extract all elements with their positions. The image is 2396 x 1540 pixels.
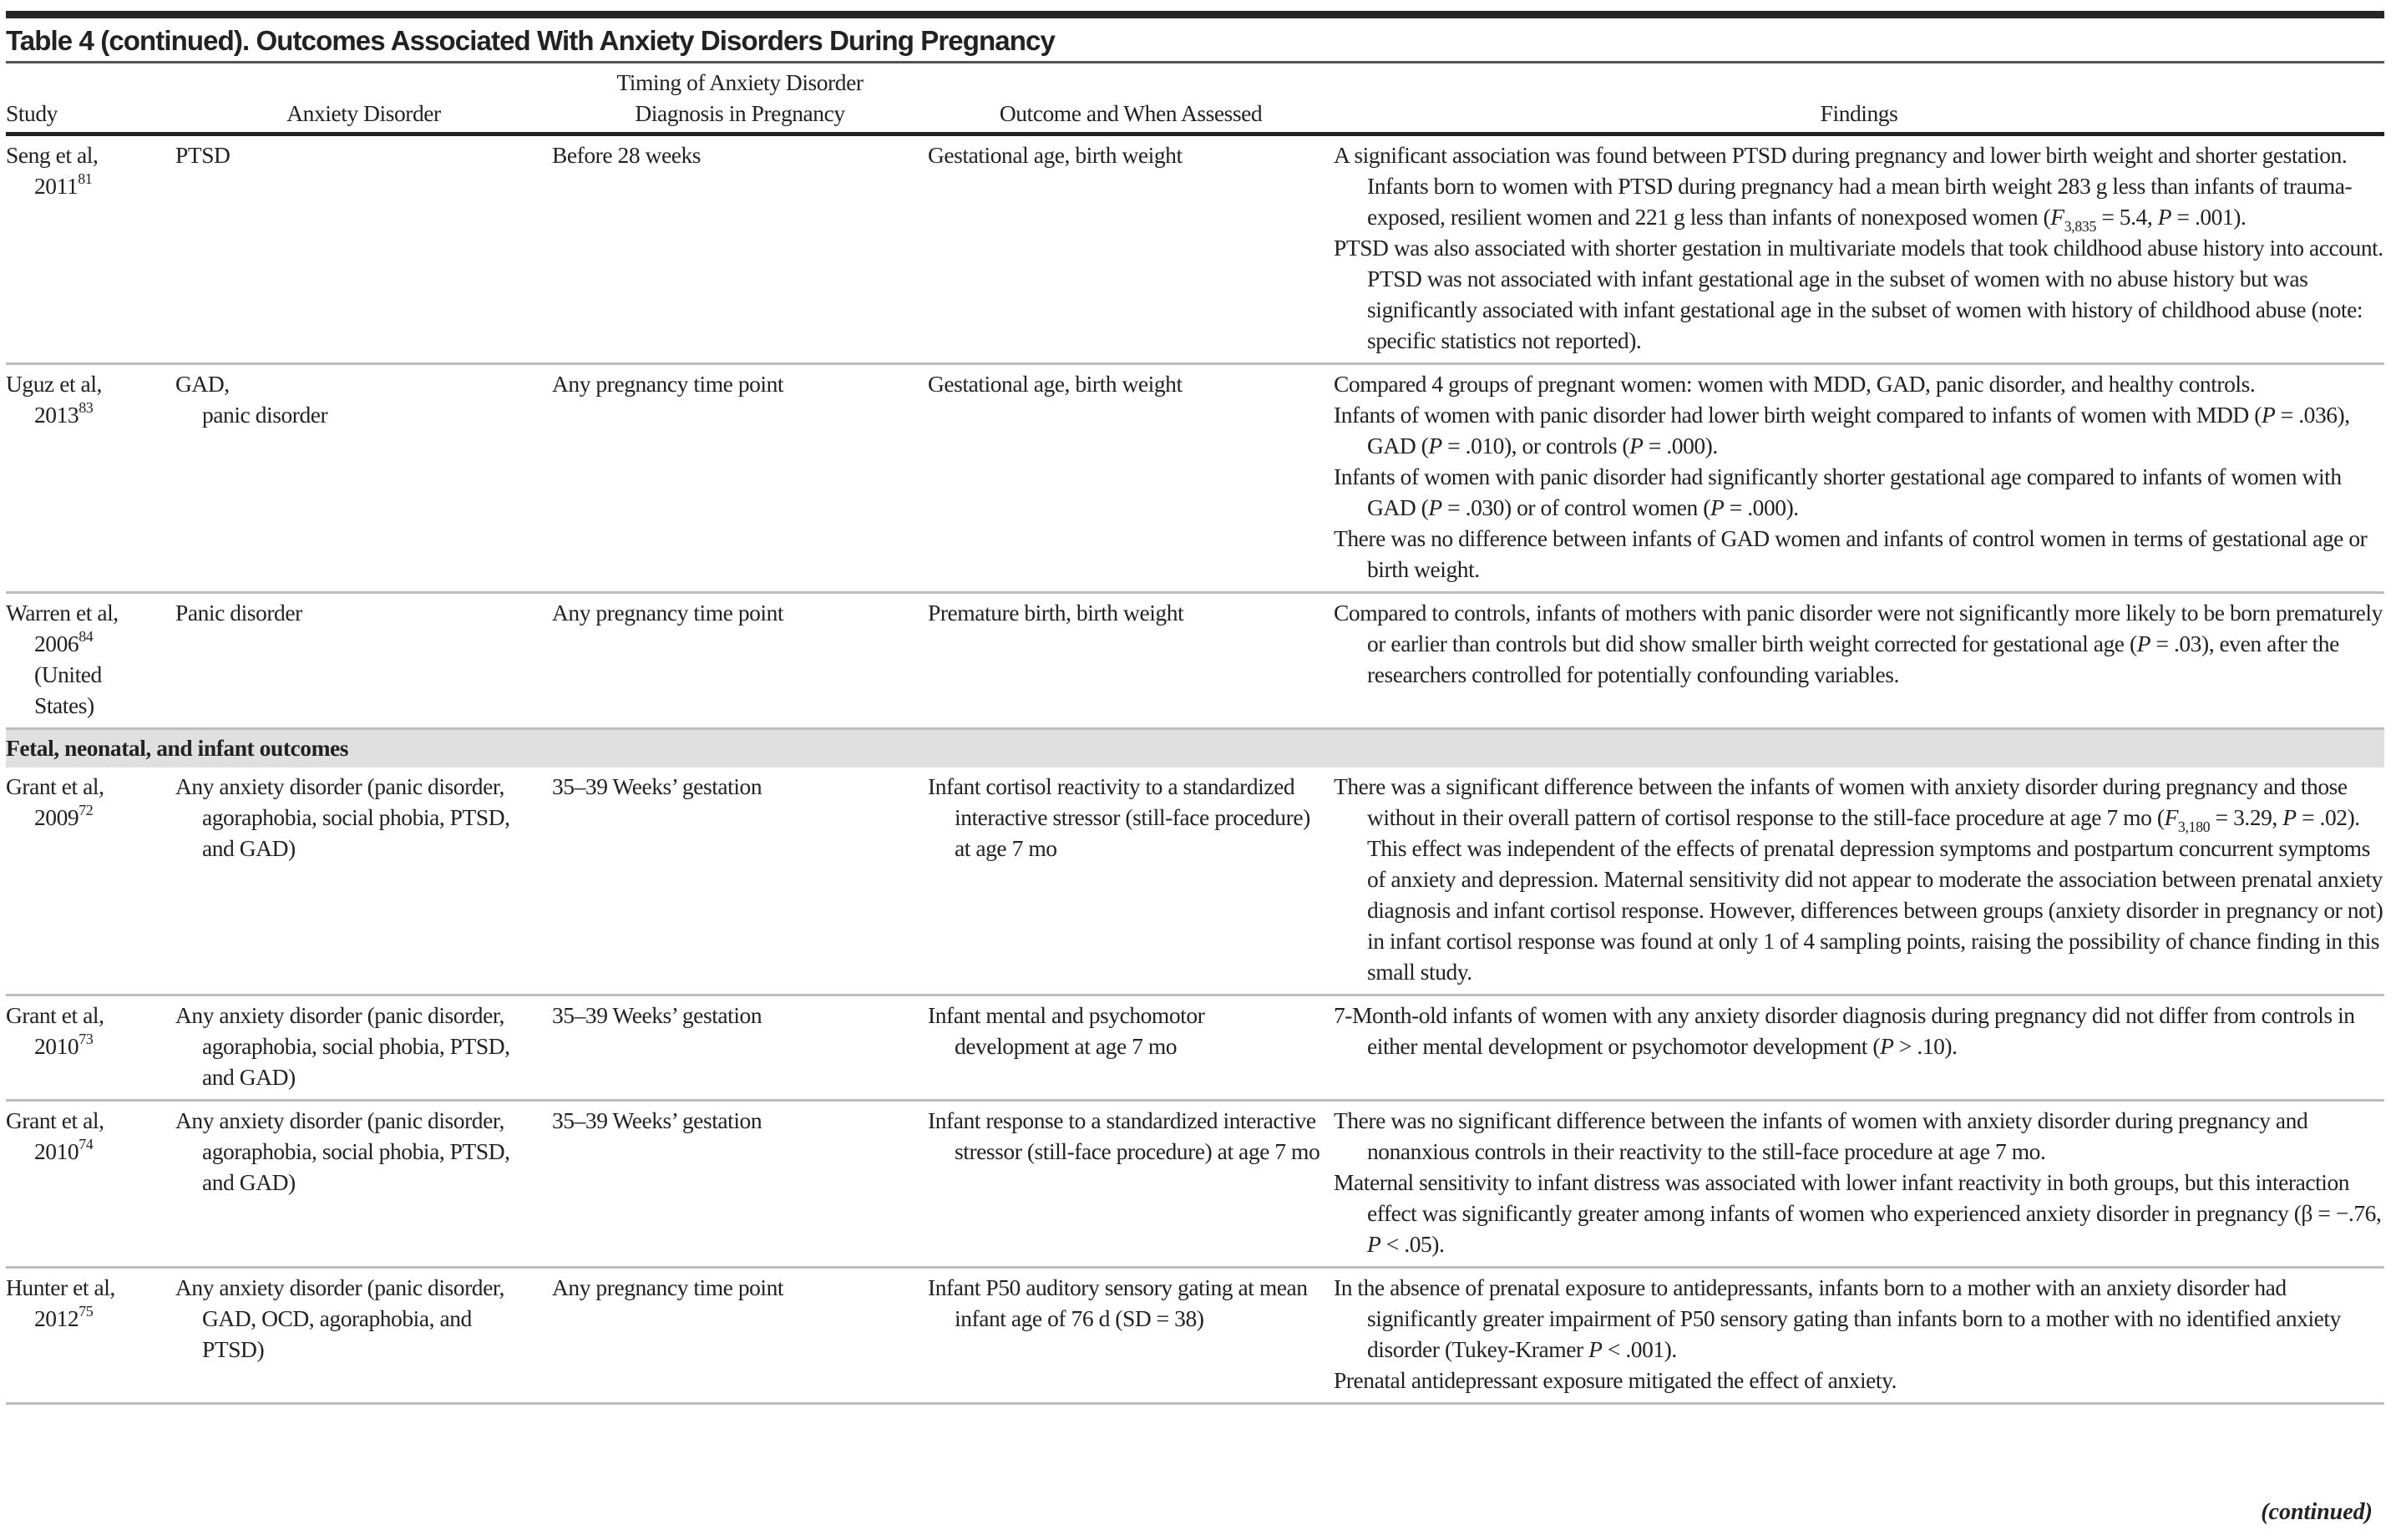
finding-paragraph: Compared 4 groups of pregnant women: women with MDD, GAD, panic disorder, and healthy controls. (1334, 371, 2256, 397)
header-timing-line2: Diagnosis in Pregnancy (635, 100, 845, 126)
study-reference: 74 (79, 1136, 94, 1152)
study-year: 2006 (34, 631, 79, 656)
finding-paragraph: Compared to controls, infants of mothers with panic disorder were not significantly more likely to be born prematurely or earlier than controls but did show smaller birth weight corrected for gestational age (P = .03), even after the researchers controlled for potentially confounding variables. (1334, 600, 2383, 687)
study-year: 2013 (34, 402, 79, 428)
finding-paragraph: In the absence of prenatal exposure to antidepressants, infants born to a mother with an anxiety disorder had significantly greater impairment of P50 sensory gating than infants born to a mother with no identified anxiety disorder (Tukey-Kramer P < .001). (1334, 1274, 2341, 1362)
cell-outcome: Gestational age, birth weight (928, 364, 1334, 593)
table-row (6, 134, 2384, 364)
cell-anxiety-disorder: Panic disorder (175, 593, 552, 729)
cell-anxiety-disorder: GAD, panic disorder (175, 364, 552, 593)
study-author: Seng et al, (6, 142, 99, 168)
statistic-symbol: F (2164, 804, 2178, 830)
cell-findings (1334, 1101, 2384, 1268)
header-timing (552, 63, 928, 134)
table-row (6, 1101, 2384, 1268)
outcomes-table (6, 63, 2384, 1405)
finding-paragraph: Maternal sensitivity to infant distress was associated with lower infant reactivity in both groups, but this interaction effect was significantly greater among infants of women who experienced anxiety disorder in pregnancy (β = −.76, P < .05). (1334, 1169, 2382, 1257)
study-reference: 83 (79, 399, 94, 416)
cell-outcome: Gestational age, birth weight (928, 134, 1334, 364)
cell-outcome: Infant cortisol reactivity to a standardized interactive stressor (still-face procedure) at age 7 mo (928, 767, 1334, 995)
cell-timing: 35–39 Weeks’ gestation (552, 995, 928, 1101)
cell-findings (1334, 364, 2384, 593)
header-row (6, 63, 2384, 134)
cell-anxiety-disorder: Any anxiety disorder (panic disorder, agoraphobia, social phobia, PTSD, and GAD) (175, 1101, 552, 1268)
finding-paragraph: There was no difference between infants of GAD women and infants of control women in terms of gestational age or birth weight. (1334, 525, 2368, 582)
cell-findings (1334, 134, 2384, 364)
cell-findings (1334, 1268, 2384, 1404)
header-findings: Findings (1334, 63, 2384, 134)
finding-paragraph: Infants of women with panic disorder had lower birth weight compared to infants of women with MDD (P = .036), GAD (P = .010), or controls (P = .000). (1334, 402, 2350, 458)
table-row (6, 1268, 2384, 1404)
study-year: 2012 (34, 1305, 79, 1331)
study-year: 2011 (34, 173, 79, 199)
cell-timing: Before 28 weeks (552, 134, 928, 364)
finding-paragraph: A significant association was found between PTSD during pregnancy and lower birth weight and shorter gestation. Infants born to women with PTSD during pregnancy had a mean birth weight 283 g less than infants of trauma-exposed, resilient women and 221 g less than infants of nonexposed women ($F_{3,835} = 5.4$, P = .001). (1334, 142, 2353, 235)
finding-paragraph: There was no significant difference between the infants of women with anxiety disorder during pregnancy and nonanxious controls in their reactivity to the still-face procedure at age 7 mo. (1334, 1107, 2308, 1164)
cell-findings (1334, 995, 2384, 1101)
cell-study (6, 767, 175, 995)
cell-timing: Any pregnancy time point (552, 364, 928, 593)
cell-study (6, 134, 175, 364)
cell-outcome: Infant P50 auditory sensory gating at mean infant age of 76 d (SD = 38) (928, 1268, 1334, 1404)
study-author: Grant et al, (6, 1107, 104, 1133)
cell-study (6, 995, 175, 1101)
study-author: Grant et al, (6, 1002, 104, 1028)
statistic-df: 3,180 (2177, 818, 2211, 835)
study-author: Hunter et al, (6, 1274, 115, 1300)
study-year: 2010 (34, 1033, 79, 1059)
statistic-symbol: F (2050, 204, 2064, 230)
study-reference: 81 (78, 170, 93, 187)
cell-timing: 35–39 Weeks’ gestation (552, 1101, 928, 1268)
cell-study (6, 1101, 175, 1268)
header-timing-line1: Timing of Anxiety Disorder (616, 69, 864, 95)
cell-anxiety-disorder: PTSD (175, 134, 552, 364)
cell-study (6, 364, 175, 593)
cell-study (6, 1268, 175, 1404)
header-study: Study (6, 63, 175, 134)
study-reference: 75 (79, 1303, 94, 1320)
study-reference: 72 (79, 802, 94, 818)
cell-timing: Any pregnancy time point (552, 1268, 928, 1404)
study-country: (United States) (34, 661, 102, 718)
cell-outcome: Infant response to a standardized interactive stressor (still-face procedure) at age 7 mo (928, 1101, 1334, 1268)
cell-study (6, 593, 175, 729)
continued-label: (continued) (2261, 1499, 2373, 1525)
finding-paragraph: There was a significant difference between the infants of women with anxiety disorder during pregnancy and those without in their overall pattern of cortisol response to the still-face procedure at age 7 mo ($F_{3,180} = 3.29$, P = .02). This effect was independent of the effects of prenatal depression symptoms and postpartum concurrent symptoms of anxiety and depression. Maternal sensitivity did not appear to moderate the association between prenatal anxiety diagnosis and infant cortisol response. However, differences between groups (anxiety disorder in pregnancy or not) in infant cortisol response was found at only 1 of 4 sampling points, raising the possibility of chance finding in this small study. (1334, 773, 2383, 985)
finding-paragraph: Prenatal antidepressant exposure mitigated the effect of anxiety. (1334, 1367, 1897, 1393)
cell-timing: Any pregnancy time point (552, 593, 928, 729)
finding-paragraph: 7-Month-old infants of women with any anxiety disorder diagnosis during pregnancy did not differ from controls in either mental development or psychomotor development (P > .10). (1334, 1002, 2355, 1059)
table-row (6, 364, 2384, 593)
section-row (6, 729, 2384, 768)
table-row (6, 995, 2384, 1101)
study-year: 2009 (34, 804, 79, 830)
cell-findings (1334, 767, 2384, 995)
table-row (6, 767, 2384, 995)
cell-anxiety-disorder: Any anxiety disorder (panic disorder, agoraphobia, social phobia, PTSD, and GAD) (175, 995, 552, 1101)
table-title: Table 4 (continued). Outcomes Associated With Anxiety Disorders During Pregnancy (6, 25, 1055, 56)
study-author: Uguz et al, (6, 371, 102, 397)
cell-anxiety-disorder: Any anxiety disorder (panic disorder, GAD, OCD, agoraphobia, and PTSD) (175, 1268, 552, 1404)
finding-paragraph: Infants of women with panic disorder had significantly shorter gestational age compared to infants of women with GAD (P = .030) or of control women (P = .000). (1334, 464, 2342, 520)
header-anxiety-disorder: Anxiety Disorder (175, 63, 552, 134)
study-reference: 73 (79, 1031, 94, 1047)
study-author: Grant et al, (6, 773, 104, 799)
study-reference: 84 (79, 628, 94, 645)
top-rule (6, 11, 2384, 18)
cell-outcome: Infant mental and psychomotor development at age 7 mo (928, 995, 1334, 1101)
study-author: Warren et al, (6, 600, 119, 626)
cell-anxiety-disorder: Any anxiety disorder (panic disorder, agoraphobia, social phobia, PTSD, and GAD) (175, 767, 552, 995)
cell-outcome: Premature birth, birth weight (928, 593, 1334, 729)
table-row (6, 593, 2384, 729)
statistic-df: 3,835 (2064, 218, 2096, 235)
finding-paragraph: PTSD was also associated with shorter gestation in multivariate models that took childhood abuse history into account. PTSD was not associated with infant gestational age in the subset of women with no abuse history but was significantly associated with infant gestational age in the subset of women with history of childhood abuse (note: specific statistics not reported). (1334, 235, 2383, 353)
study-year: 2010 (34, 1138, 79, 1164)
header-outcome: Outcome and When Assessed (928, 63, 1334, 134)
table-body (6, 134, 2384, 1404)
cell-findings (1334, 593, 2384, 729)
section-label: Fetal, neonatal, and infant outcomes (6, 729, 2384, 768)
cell-timing: 35–39 Weeks’ gestation (552, 767, 928, 995)
